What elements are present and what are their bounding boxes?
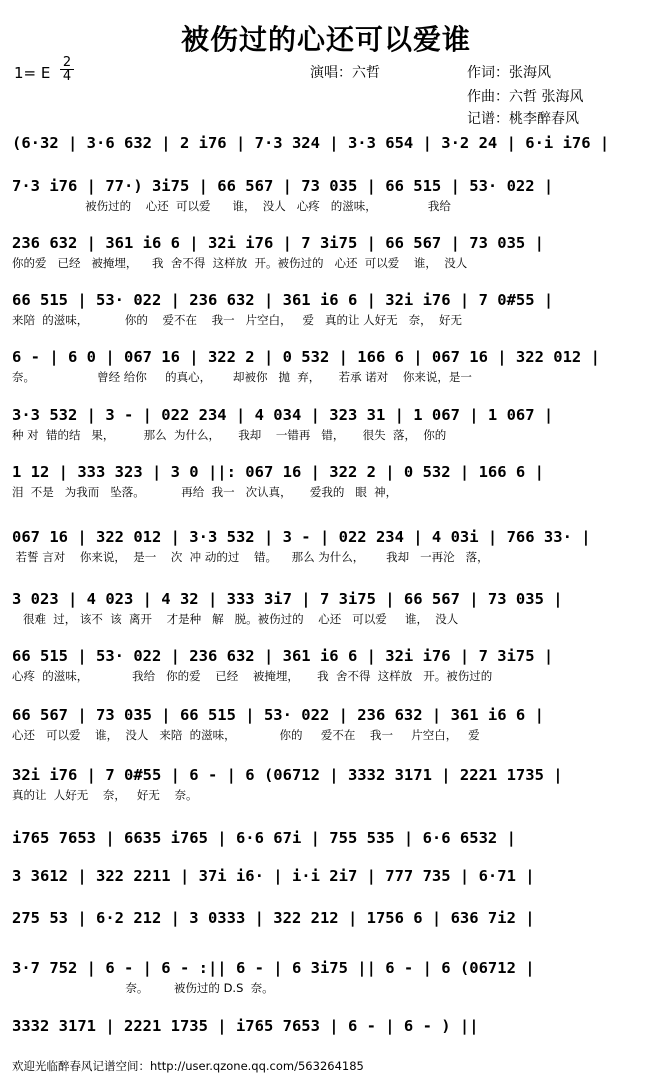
notation-line: 3332 3171 | 2221 1735 | i765 7653 | 6 - | 6 - ) || bbox=[12, 1017, 479, 1035]
lyricist-credit: 作词：张海风 bbox=[467, 65, 551, 81]
notation-line: (6·32 | 3·6 632 | 2 i76 | 7·3 324 | 3·3 654 | 3·2 24 | 6·i i76 | bbox=[12, 134, 610, 152]
lyric-line: 被伤过的 心还 可以爱 谁， 没人 心疼 的滋味， 我给 bbox=[12, 199, 451, 213]
lyric-line: 很难 过， 该不 该 离开 才是种 解 脱。被伤过的 心还 可以爱 谁， 没人 bbox=[12, 612, 459, 626]
score-system bbox=[12, 646, 640, 684]
score-system bbox=[12, 958, 640, 996]
score-system bbox=[12, 705, 640, 743]
notation-line: 1 12 | 333 323 | 3 0 ||: 067 16 | 322 2 | 0 532 | 166 6 | bbox=[12, 463, 544, 481]
notation-line: 3 3612 | 322 2211 | 37i i6· | i·i 2i7 | 777 735 | 6·71 | bbox=[12, 867, 535, 885]
notation-line: 3·3 532 | 3 - | 022 234 | 4 034 | 323 31 | 1 067 | 1 067 | bbox=[12, 406, 554, 424]
singer-credit: 演唱：六哲 bbox=[310, 65, 380, 81]
lyric-line: 心疼 的滋味， 我给 你的爱 已经 被掩埋， 我 舍不得 这样放 开。被伤过的 bbox=[12, 669, 493, 683]
score-system bbox=[12, 828, 640, 848]
score-system bbox=[12, 290, 640, 328]
time-signature-top: 2 bbox=[60, 56, 74, 70]
lyric-line: 心还 可以爱 谁， 没人 来陪 的滋味， 你的 爱不在 我一 片空白， 爱 bbox=[12, 728, 480, 742]
notation-line: 6 - | 6 0 | 067 16 | 322 2 | 0 532 | 166 6 | 067 16 | 322 012 | bbox=[12, 348, 600, 366]
lyric-line: 奈。 被伤过的 D.S 奈。 bbox=[12, 981, 274, 995]
lyric-line: 奈。 曾经 给你 的真心， 却被你 抛 弃， 若承 诺对 你来说，是一 bbox=[12, 370, 472, 384]
lyric-line: 若誓 言对 你来说， 是一 次 冲 动的过 错。 那么 为什么， 我却 一再沦 落， bbox=[12, 550, 489, 564]
notation-line: i765 7653 | 6635 i765 | 6·6 67i | 755 535 | 6·6 6532 | bbox=[12, 829, 516, 847]
song-title: 被伤过的心还可以爱谁 bbox=[180, 23, 471, 56]
score-system bbox=[12, 347, 640, 385]
score-system bbox=[12, 233, 640, 271]
score-system bbox=[12, 1016, 640, 1036]
score-system bbox=[12, 527, 640, 565]
notation-line: 66 515 | 53· 022 | 236 632 | 361 i6 6 | 32i i76 | 7 0#55 | bbox=[12, 291, 554, 309]
footer-credit: 欢迎光临醉春风记谱空间：http://user.qzone.qq.com/563264185 bbox=[12, 1059, 364, 1073]
notation-line: 275 53 | 6·2 212 | 3 0333 | 322 212 | 1756 6 | 636 7i2 | bbox=[12, 909, 535, 927]
notation-line: 236 632 | 361 i6 6 | 32i i76 | 7 3i75 | 66 567 | 73 035 | bbox=[12, 234, 544, 252]
notation-line: 3·7 752 | 6 - | 6 - :|| 6 - | 6 3i75 || 6 - | 6 (06712 | bbox=[12, 959, 535, 977]
score-system bbox=[12, 866, 640, 886]
lyric-line: 你的爱 已经 被掩埋， 我 舍不得 这样放 开。被伤过的 心还 可以爱 谁， 没人 bbox=[12, 256, 468, 270]
score-system bbox=[12, 589, 640, 627]
notation-line: 067 16 | 322 012 | 3·3 532 | 3 - | 022 234 | 4 03i | 766 33· | bbox=[12, 528, 591, 546]
score-system bbox=[12, 405, 640, 443]
score-system bbox=[12, 176, 640, 214]
key-signature: 1= E bbox=[14, 64, 51, 82]
time-signature bbox=[60, 56, 74, 83]
notation-line: 3 023 | 4 023 | 4 32 | 333 3i7 | 7 3i75 | 66 567 | 73 035 | bbox=[12, 590, 563, 608]
score-system bbox=[12, 908, 640, 928]
score-system bbox=[12, 462, 640, 500]
score-system bbox=[12, 765, 640, 803]
time-signature-bottom: 4 bbox=[62, 69, 72, 84]
notation-line: 32i i76 | 7 0#55 | 6 - | 6 (06712 | 3332 3171 | 2221 1735 | bbox=[12, 766, 563, 784]
score-system bbox=[12, 133, 640, 155]
lyric-line: 种 对 错的结 果， 那么 为什么， 我却 一错再 错， 很失 落， 你的 bbox=[12, 428, 447, 442]
notation-line: 7·3 i76 | 77·) 3i75 | 66 567 | 73 035 | 66 515 | 53· 022 | bbox=[12, 177, 554, 195]
transcriber-credit: 记谱：桃李醉春风 bbox=[467, 111, 579, 127]
lyric-line: 泪 不是 为我而 坠落。 再给 我一 次认真， 爱我的 眼 神， bbox=[12, 485, 398, 499]
lyric-line: 来陪 的滋味， 你的 爱不在 我一 片空白， 爱 真的让 人好无 奈， 好无 bbox=[12, 313, 462, 327]
notation-line: 66 515 | 53· 022 | 236 632 | 361 i6 6 | 32i i76 | 7 3i75 | bbox=[12, 647, 554, 665]
notation-line: 66 567 | 73 035 | 66 515 | 53· 022 | 236 632 | 361 i6 6 | bbox=[12, 706, 544, 724]
lyric-line: 真的让 人好无 奈， 好无 奈。 bbox=[12, 788, 198, 802]
composer-credit: 作曲：六哲 张海风 bbox=[467, 89, 584, 105]
